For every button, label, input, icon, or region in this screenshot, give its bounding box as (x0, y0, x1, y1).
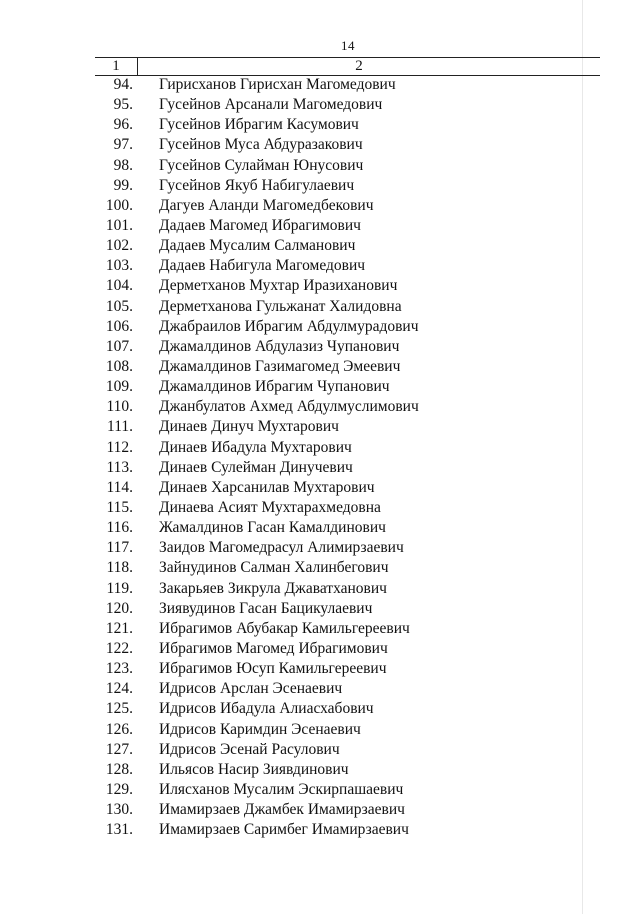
item-full-name: Джамалдинов Абдулазиз Чупанович (159, 337, 400, 355)
item-full-name: Дадаев Набигула Магомедович (159, 257, 366, 275)
item-number: 131. (105, 821, 133, 839)
item-full-name: Жамалдинов Гасан Камалдинович (159, 519, 386, 537)
item-full-name: Имамирзаев Джамбек Имамирзаевич (159, 801, 405, 819)
item-full-name: Дерметханова Гульжанат Халидовна (159, 297, 402, 315)
list-item (95, 699, 600, 719)
list-item (95, 579, 600, 599)
item-full-name: Заидов Магомедрасул Алимирзаевич (159, 539, 404, 557)
header-column-number: 1 (95, 58, 138, 75)
item-number: 110. (106, 398, 133, 416)
list-item (95, 820, 600, 840)
item-full-name: Гусейнов Арсанали Магомедович (159, 96, 383, 114)
item-number: 101. (105, 217, 133, 235)
item-full-name: Гусейнов Сулайман Юнусович (159, 156, 364, 174)
list-item (95, 377, 600, 397)
item-number: 98. (113, 156, 133, 174)
item-number: 119. (106, 579, 133, 597)
item-full-name: Зайнудинов Салман Халинбегович (159, 559, 389, 577)
list-item (95, 438, 600, 458)
list-item (95, 659, 600, 679)
list-item (95, 216, 600, 236)
item-number: 104. (105, 277, 133, 295)
item-full-name: Дерметханов Мухтар Иразиханович (159, 277, 398, 295)
list-item (95, 417, 600, 437)
list-item (95, 498, 600, 518)
list-item (95, 276, 600, 296)
list-item (95, 297, 600, 317)
list-item (95, 135, 600, 155)
item-full-name: Динаев Сулейман Динучевич (159, 458, 353, 476)
item-number: 111. (107, 418, 133, 436)
item-full-name: Джамалдинов Газимагомед Эмеевич (159, 358, 401, 376)
list-item (95, 800, 600, 820)
list-item (95, 176, 600, 196)
item-number: 122. (105, 640, 133, 657)
list-item (95, 357, 600, 377)
item-full-name: Ибрагимов Абубакар Камильгереевич (159, 619, 410, 637)
item-full-name: Джабраилов Ибрагим Абдулмурадович (159, 317, 419, 335)
item-number: 114. (106, 478, 133, 496)
list-item (95, 156, 600, 176)
item-number: 129. (105, 780, 133, 798)
list-item (95, 478, 600, 498)
item-number: 109. (105, 378, 133, 396)
item-number: 124. (105, 680, 133, 698)
item-number: 116. (106, 519, 133, 537)
item-full-name: Динаев Ибадула Мухтарович (159, 438, 352, 456)
list-item (95, 317, 600, 337)
item-full-name: Имамирзаев Саримбег Имамирзаевич (159, 821, 409, 839)
list-item (95, 115, 600, 135)
item-number: 103. (105, 257, 133, 275)
item-full-name: Зиявудинов Гасан Бацикулаевич (159, 599, 373, 617)
list-item (95, 75, 600, 95)
list-item (95, 256, 600, 276)
item-number: 120. (105, 599, 133, 617)
item-number: 125. (105, 700, 133, 718)
list-item (95, 236, 600, 256)
list-item (95, 518, 600, 538)
item-number: 118. (106, 559, 133, 577)
list-item (95, 720, 600, 740)
item-number: 130. (105, 801, 133, 819)
item-full-name: Гусейнов Ибрагим Касумович (159, 116, 359, 134)
item-number: 99. (113, 176, 133, 194)
item-full-name: Джамалдинов Ибрагим Чупанович (159, 378, 390, 396)
list-item (95, 740, 600, 760)
name-list (95, 75, 600, 840)
item-number: 96. (113, 116, 133, 134)
item-full-name: Дадаев Мусалим Салманович (159, 237, 356, 255)
item-number: 127. (105, 740, 133, 758)
item-number: 107. (105, 337, 133, 355)
item-full-name: Идрисов Ибадула Алиасхабович (159, 700, 374, 718)
list-item (95, 458, 600, 478)
item-number: 97. (113, 136, 133, 154)
list-item (95, 196, 600, 216)
item-full-name: Гусейнов Муса Абдуразакович (159, 136, 363, 154)
item-number: 106. (105, 317, 133, 335)
item-full-name: Дадаев Магомед Ибрагимович (159, 217, 361, 235)
item-full-name: Закарьяев Зикрула Джаватханович (159, 579, 387, 597)
list-item (95, 538, 600, 558)
page-number: 14 (341, 38, 355, 53)
item-number: 94. (113, 76, 133, 94)
item-number: 112. (106, 438, 133, 456)
item-full-name: Идрисов Каримдин Эсенаевич (159, 720, 361, 738)
item-full-name: Идрисов Эсенай Расулович (159, 740, 340, 758)
item-full-name: Ибрагимов Магомед Ибрагимович (159, 640, 388, 657)
list-item (95, 639, 600, 659)
list-item (95, 95, 600, 115)
list-item (95, 780, 600, 800)
table-header (95, 57, 600, 76)
list-item (95, 397, 600, 417)
item-full-name: Дагуев Аланди Магомедбекович (159, 196, 374, 214)
item-number: 126. (105, 720, 133, 738)
item-number: 121. (105, 619, 133, 637)
item-number: 115. (106, 499, 133, 517)
item-full-name: Динаев Динуч Мухтарович (159, 418, 339, 436)
list-item (95, 760, 600, 780)
header-column-name: 2 (355, 58, 363, 74)
item-full-name: Джанбулатов Ахмед Абдулмуслимович (159, 398, 419, 416)
item-number: 105. (105, 297, 133, 315)
item-full-name: Гусейнов Якуб Набигулаевич (159, 176, 355, 194)
item-full-name: Ибрагимов Юсуп Камильгереевич (159, 660, 387, 678)
item-number: 108. (105, 358, 133, 376)
item-number: 100. (105, 196, 133, 214)
item-number: 95. (113, 96, 133, 114)
list-item (95, 599, 600, 619)
item-full-name: Идрисов Арслан Эсенаевич (159, 680, 343, 698)
item-full-name: Илясханов Мусалим Эскирпашаевич (159, 780, 404, 798)
list-item (95, 558, 600, 578)
item-full-name: Динаев Харсанилав Мухтарович (159, 478, 375, 496)
item-full-name: Гирисханов Гирисхан Магомедович (159, 76, 396, 94)
item-number: 128. (105, 760, 133, 778)
item-number: 102. (105, 237, 133, 255)
list-item (95, 619, 600, 639)
item-full-name: Ильясов Насир Зиявдинович (159, 760, 349, 778)
item-number: 113. (106, 458, 133, 476)
item-number: 123. (105, 660, 133, 678)
list-item (95, 679, 600, 699)
item-number: 117. (106, 539, 133, 557)
list-item (95, 337, 600, 357)
item-full-name: Динаева Асият Мухтарахмедовна (159, 499, 381, 517)
